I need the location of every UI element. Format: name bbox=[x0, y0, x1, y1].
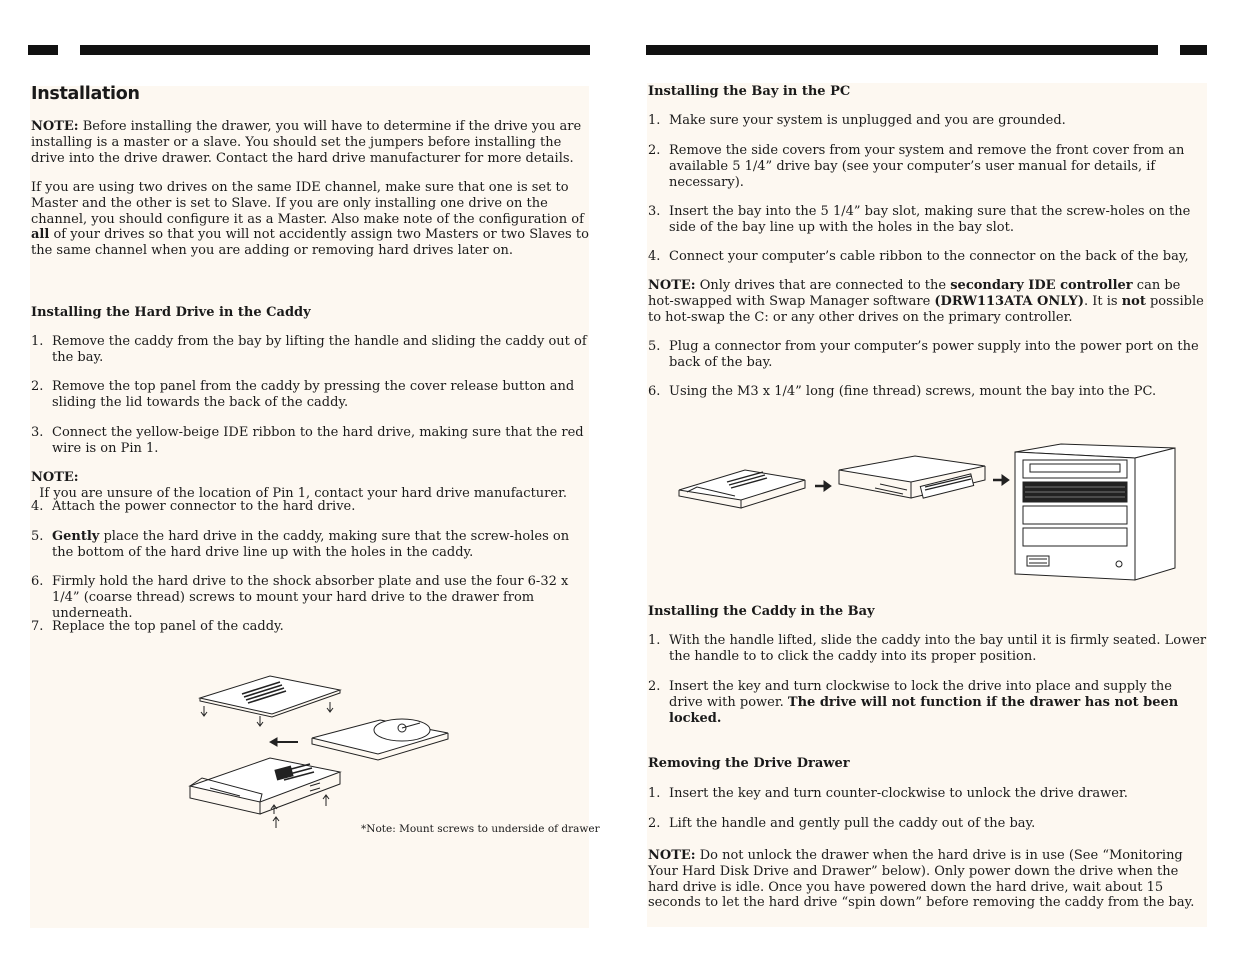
list-item: 2. Remove the top panel from the caddy by pressing the cover release button and sliding the lid towards the back of the caddy. bbox=[31, 379, 575, 410]
note-jumpers: NOTE: Before installing the drawer, you will have to determine if the drive you are installing is a master or a slave. You should set the jumpers before installing the drive into the drive drawer. Contact the hard drive manufacturer for more details. bbox=[31, 119, 582, 166]
left-page bbox=[0, 0, 617, 954]
header-bar-right-segment bbox=[1180, 45, 1207, 55]
list-item: 1. With the handle lifted, slide the caddy into the bay until it is firmly seated. Lower the handle to to click the caddy into its proper position. bbox=[648, 633, 1207, 664]
section-title-caddy: Installing the Hard Drive in the Caddy bbox=[31, 305, 311, 320]
list-item: 2. Remove the side covers from your system and remove the front cover from an available 5 1/4” drive bay (see your computer’s user manual for details, if necessary). bbox=[648, 143, 1185, 190]
list-item: 5. Plug a connector from your computer’s power supply into the power port on the back of the bay. bbox=[648, 339, 1199, 370]
header-bar-left bbox=[80, 45, 590, 55]
list-item: 3. Insert the bay into the 5 1/4” bay slot, making sure that the screw-holes on the side of the bay line up with the holes in the bay slot. bbox=[648, 204, 1191, 235]
list-item: 4. Attach the power connector to the hard drive. bbox=[31, 499, 356, 514]
list-item: 4. Connect your computer’s cable ribbon to the connector on the back of the bay, bbox=[648, 249, 1189, 264]
para-ide-channel: If you are using two drives on the same IDE channel, make sure that one is set to Master and the other is set to Slave. If you are only installing one drive on the channel, you should configure it as a Master. Also make note of the configuration of all of your drives so that you will not accidently assign two Masters or two Slaves to the same channel when you are adding or removing hard drives later on. bbox=[31, 180, 589, 259]
list-item: 1. Make sure your system is unplugged and you are grounded. bbox=[648, 113, 1066, 128]
header-bar-right bbox=[646, 45, 1158, 55]
section-title-bay: Installing the Bay in the PC bbox=[648, 84, 851, 99]
right-page bbox=[617, 0, 1235, 954]
note-hot-swap: NOTE: Only drives that are connected to the secondary IDE controller can be hot-swapped with Swap Manager software (DRW113ATA ONLY). It is not possible to hot-swap the C: or any other drives on the primary controller. bbox=[648, 278, 1204, 325]
illustration-caption: *Note: Mount screws to underside of drawer bbox=[361, 823, 600, 835]
list-item: 1. Remove the caddy from the bay by lifting the handle and sliding the caddy out of the bay. bbox=[31, 334, 587, 365]
list-item: 5. Gently place the hard drive in the caddy, making sure that the screw-holes on the bottom of the hard drive line up with the holes in the caddy. bbox=[31, 529, 570, 560]
note-pin1: NOTE: If you are unsure of the location of Pin 1, contact your hard drive manufacturer. bbox=[31, 470, 568, 501]
list-item: 3. Connect the yellow-beige IDE ribbon to the hard drive, making sure that the red wire is on Pin 1. bbox=[31, 425, 584, 456]
section-title-caddy-in-bay: Installing the Caddy in the Bay bbox=[648, 604, 875, 619]
list-item: 2. Lift the handle and gently pull the caddy out of the bay. bbox=[648, 816, 1036, 831]
bay-into-pc-illustration bbox=[675, 440, 1205, 585]
list-item: 6. Using the M3 x 1/4” long (fine thread) screws, mount the bay into the PC. bbox=[648, 384, 1157, 399]
list-item: 2. Insert the key and turn clockwise to lock the drive into place and supply the drive with power. The drive will not function if the drawer has not been locked. bbox=[648, 679, 1179, 726]
note-spin-down: NOTE: Do not unlock the drawer when the hard drive is in use (See “Monitoring Your Hard Disk Drive and Drawer” below). Only power down the drive when the hard drive is idle. Once you have powered down the hard drive, wait about 15 seconds to let the hard drive “spin down” before removing the caddy from the bay. bbox=[648, 848, 1195, 911]
header-bar-left-segment bbox=[28, 45, 58, 55]
section-title-remove-drawer: Removing the Drive Drawer bbox=[648, 756, 850, 771]
page-title: Installation bbox=[31, 84, 140, 104]
list-item: 7. Replace the top panel of the caddy. bbox=[31, 619, 284, 634]
caddy-assembly-illustration bbox=[180, 668, 460, 833]
list-item: 6. Firmly hold the hard drive to the shock absorber plate and use the four 6-32 x 1/4” (coarse thread) screws to mount your hard drive to the drawer from underneath. bbox=[31, 574, 569, 621]
list-item: 1. Insert the key and turn counter-clockwise to unlock the drive drawer. bbox=[648, 786, 1128, 801]
